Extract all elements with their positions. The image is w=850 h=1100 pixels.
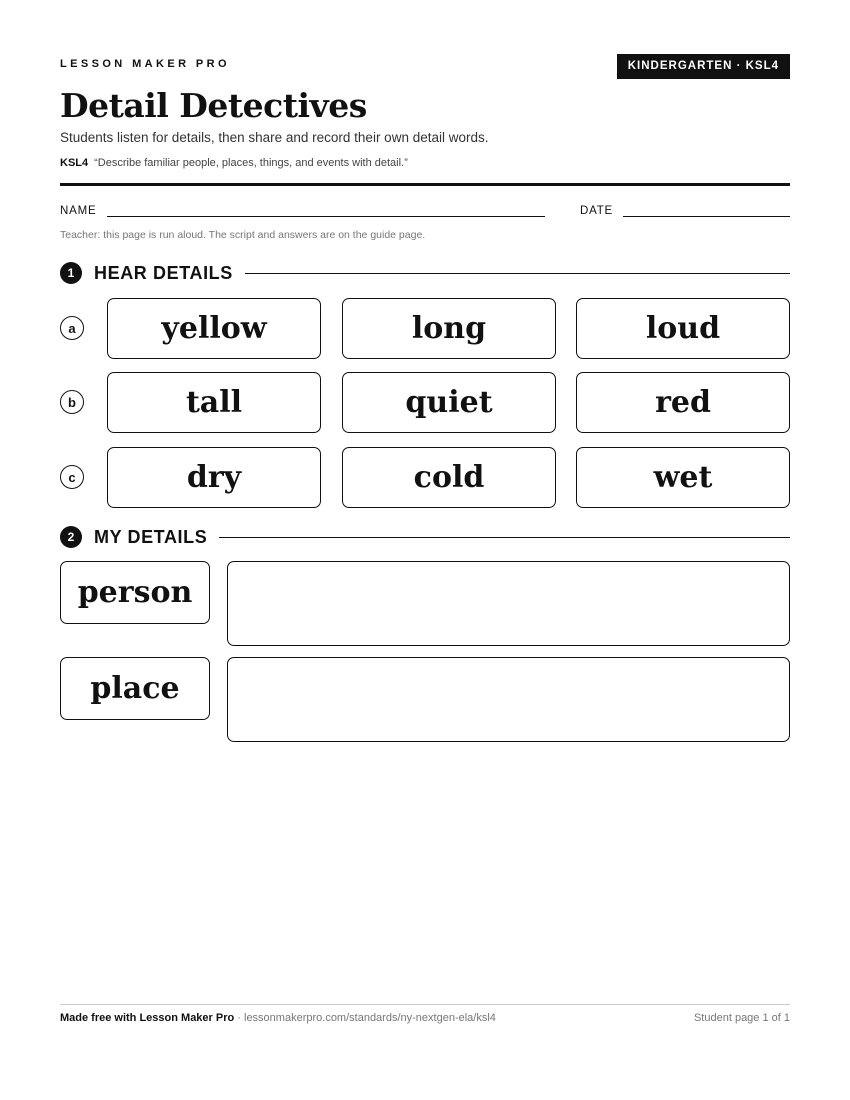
- date-label: DATE: [580, 205, 614, 217]
- word-card[interactable]: cold: [342, 447, 556, 508]
- word-card[interactable]: yellow: [107, 298, 321, 359]
- word-card[interactable]: long: [342, 298, 556, 359]
- footer-url[interactable]: lessonmakerpro.com/standards/ny-nextgen-ela/ksl4: [244, 1012, 496, 1024]
- word-card[interactable]: loud: [576, 298, 790, 359]
- section-number: 2: [60, 526, 82, 548]
- word-card[interactable]: tall: [107, 372, 321, 433]
- prompt-label-place: place: [60, 657, 210, 720]
- row-letter-c: c: [60, 465, 84, 489]
- name-field[interactable]: [107, 216, 545, 217]
- page-subtitle: Students listen for details, then share and record their own detail words.: [60, 130, 489, 145]
- word-card[interactable]: dry: [107, 447, 321, 508]
- header-divider: [60, 183, 790, 186]
- teacher-note: Teacher: this page is run aloud. The script and answers are on the guide page.: [60, 229, 426, 241]
- section-rule: [245, 273, 790, 274]
- footer-made-with: Made free with Lesson Maker Pro: [60, 1012, 235, 1024]
- word-card[interactable]: quiet: [342, 372, 556, 433]
- section-number: 1: [60, 262, 82, 284]
- place-answer-box[interactable]: [227, 657, 790, 742]
- person-answer-box[interactable]: [227, 561, 790, 646]
- grade-badge: KINDERGARTEN · KSL4: [617, 54, 790, 79]
- standard-text: “Describe familiar people, places, things, and events with detail.”: [94, 157, 408, 169]
- row-letter-a: a: [60, 316, 84, 340]
- standard-line: [60, 157, 408, 169]
- section-title: MY DETAILS: [94, 526, 208, 547]
- footer-separator: ·: [234, 1012, 244, 1024]
- section-rule: [219, 537, 790, 538]
- standard-code: KSL4: [60, 157, 89, 169]
- row-letter-b: b: [60, 390, 84, 414]
- prompt-label-person: person: [60, 561, 210, 624]
- name-label: NAME: [60, 205, 97, 217]
- worksheet-page: [60, 0, 790, 1100]
- brand-name: LESSON MAKER PRO: [60, 58, 230, 70]
- footer-divider: [60, 1004, 790, 1005]
- word-card[interactable]: red: [576, 372, 790, 433]
- footer-page-number: Student page 1 of 1: [693, 1012, 790, 1024]
- section-hear-details-header: [60, 261, 790, 285]
- date-field[interactable]: [623, 216, 790, 217]
- word-card[interactable]: wet: [576, 447, 790, 508]
- section-title: HEAR DETAILS: [94, 262, 233, 283]
- section-my-details-header: [60, 525, 790, 549]
- footer-credit: [60, 1012, 496, 1024]
- page-title: Detail Detectives: [60, 86, 367, 125]
